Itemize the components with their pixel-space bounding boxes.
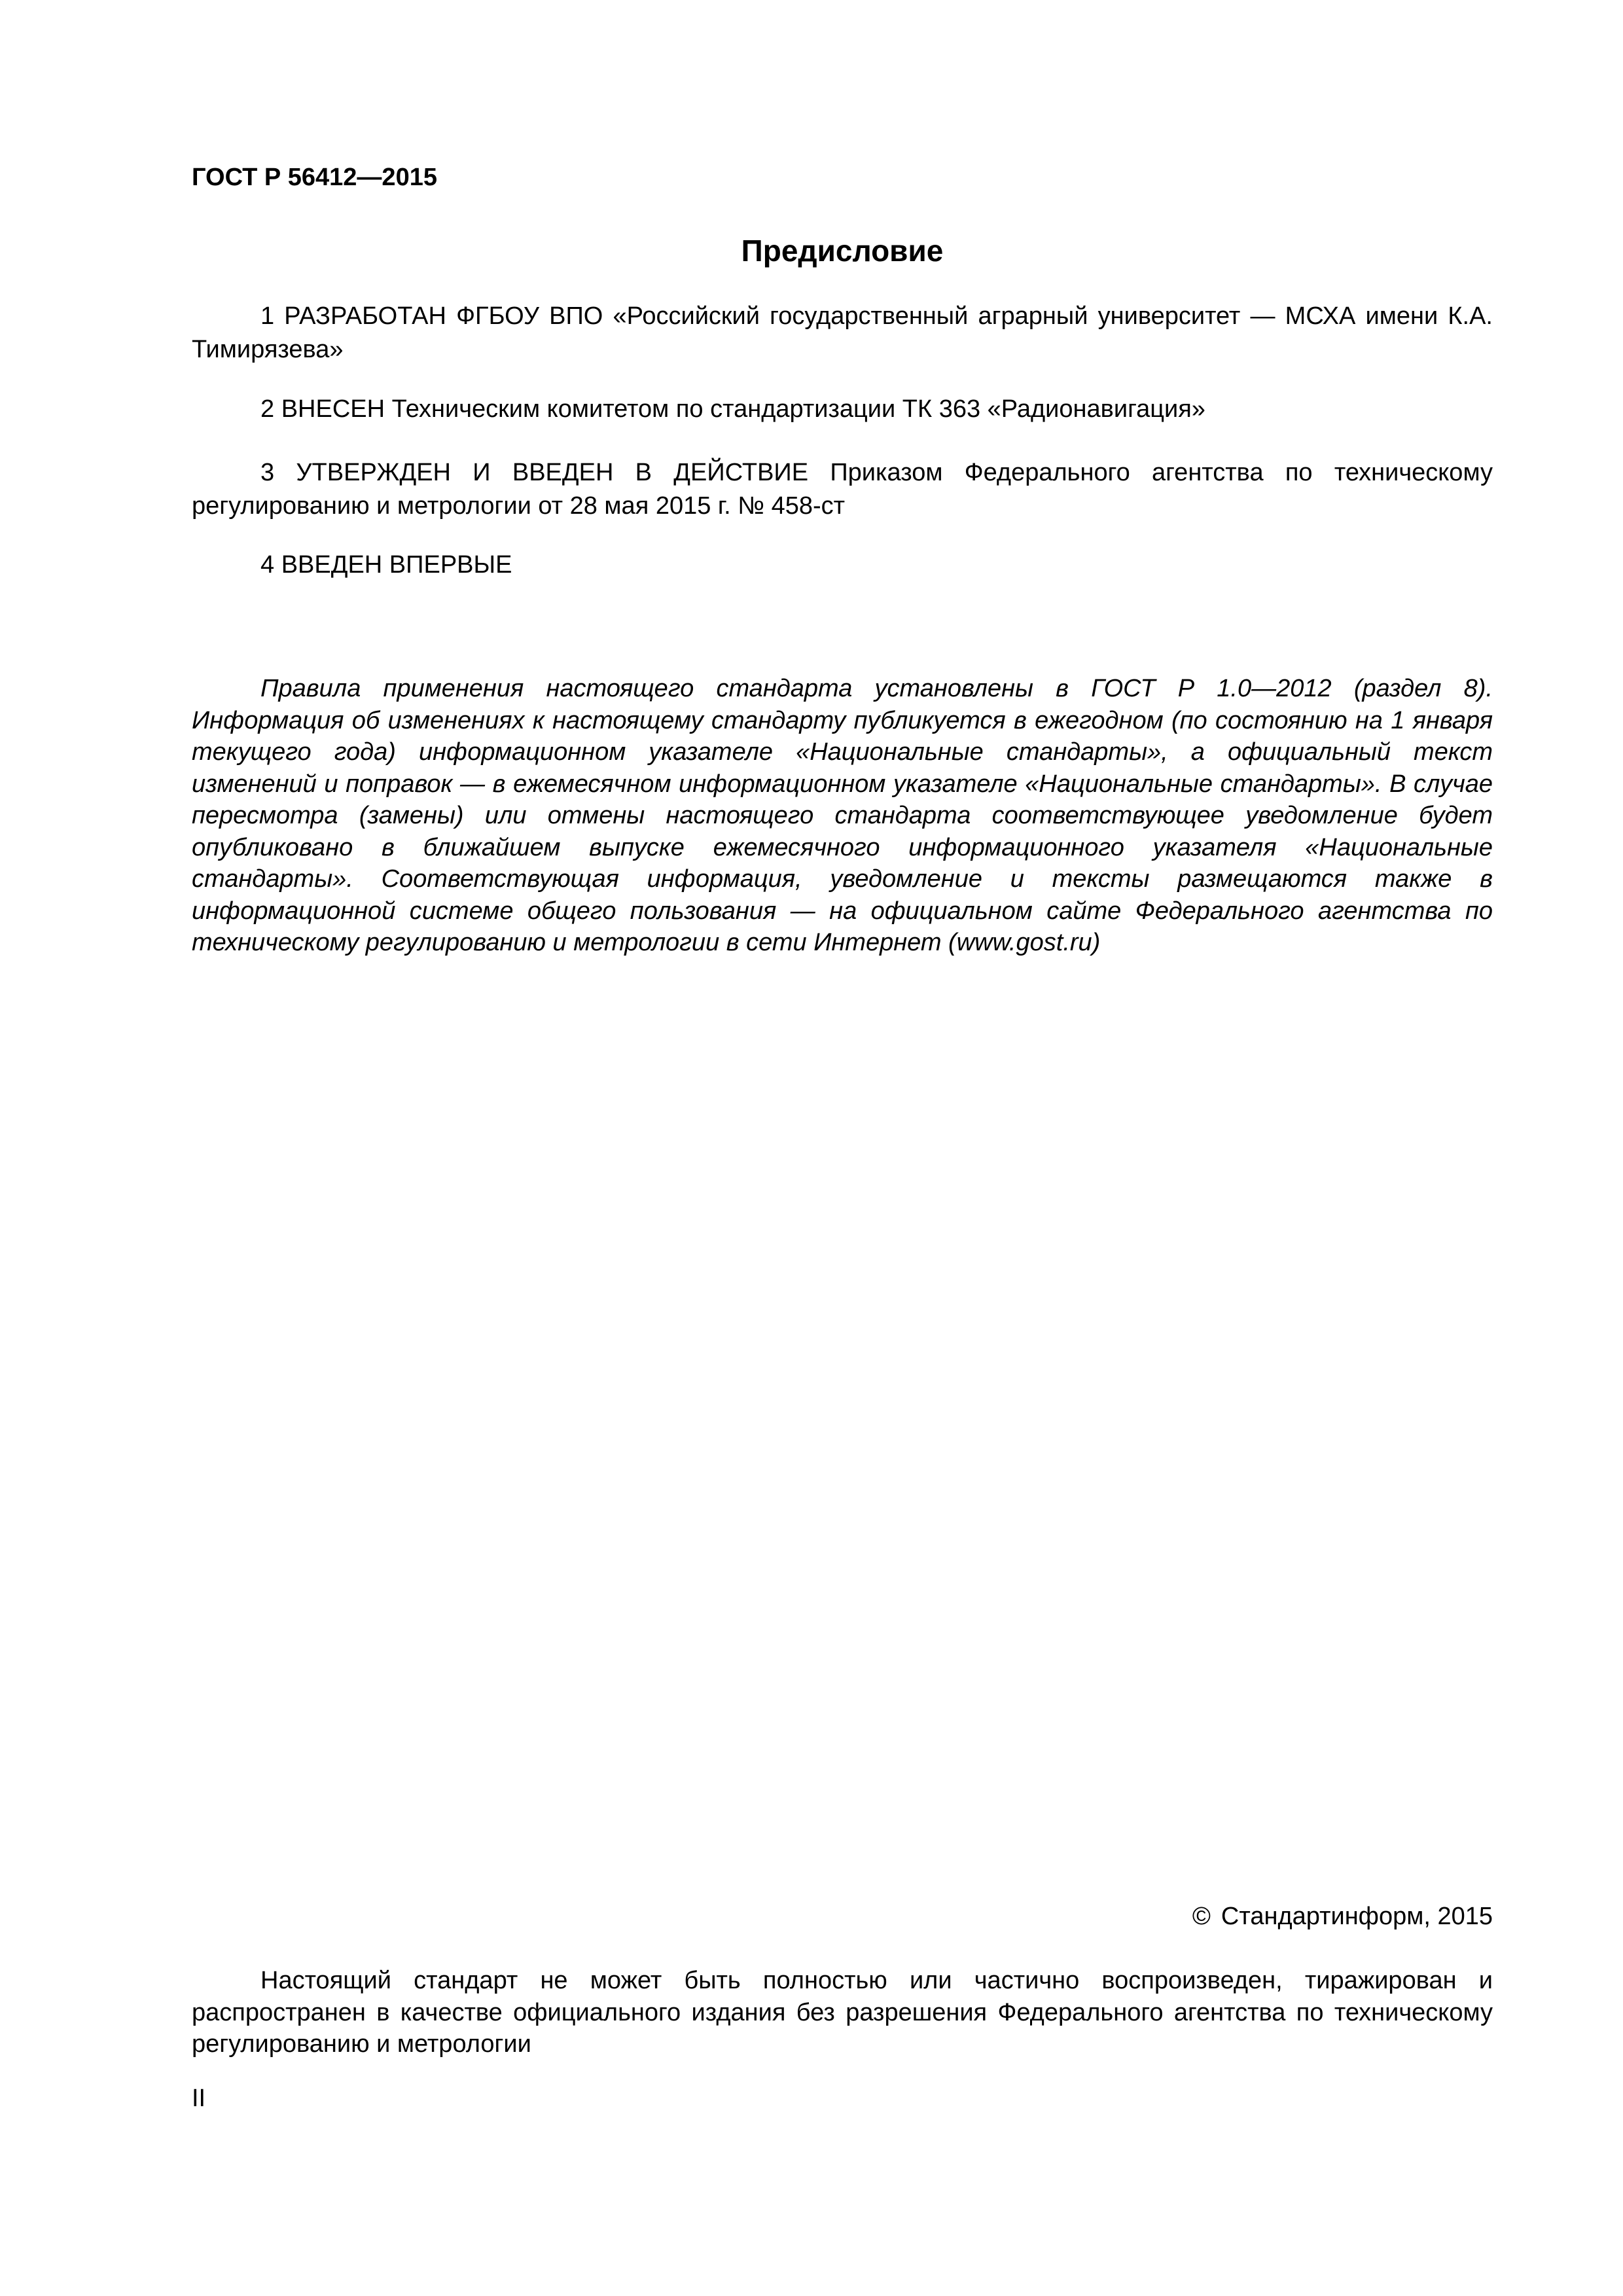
application-rules-notice: Правила применения настоящего стандарта установлены в ГОСТ Р 1.0—2012 (раздел 8). Информация об изменениях к настоящему стандарту публикуется в ежегодном (по состоянию на 1 января текущего года) информационном указателе «Национальные стандарты», а официальный текст изменений и поправок — в ежемесячном информационном указателе «Национальные стандарты». В случае пересмотра (замены) или отмены настоящего стандарта соответствующее уведомление будет опубликовано в ближайшем выпуске ежемесячного информационного указателя «Национальные стандарты». Соответствующая информация, уведомление и тексты размещаются также в информационной системе общего пользования — на официальном сайте Федерального агентства по техническому регулированию и метрологии в сети Интернет (www.gost.ru)	[192, 675, 1493, 956]
preface-item-3: 3 УТВЕРЖДЕН И ВВЕДЕН В ДЕЙСТВИЕ Приказом Федерального агентства по техническому регулированию и метрологии от 28 мая 2015 г. № 458-ст	[192, 459, 1493, 520]
copyright-line	[1192, 1901, 1493, 1932]
copyright-text: Стандартинформ, 2015	[1221, 1903, 1493, 1930]
page-number: II	[192, 2085, 206, 2112]
preface-item-2: 2 ВНЕСЕН Техническим комитетом по стандартизации ТК 363 «Радионавигация»	[260, 395, 1205, 423]
preface-item-4: 4 ВВЕДЕН ВПЕРВЫЕ	[260, 551, 512, 579]
reproduction-notice: Настоящий стандарт не может быть полностью или частично воспроизведен, тиражирован и распространен в качестве официального издания без разрешения Федерального агентства по техническому регулированию и метрологии	[192, 1967, 1493, 2058]
document-code: ГОСТ Р 56412—2015	[192, 164, 437, 191]
page-title: Предисловие	[741, 234, 944, 268]
preface-item-1: 1 РАЗРАБОТАН ФГБОУ ВПО «Российский государственный аграрный университет — МСХА имени К.А. Тимирязева»	[192, 302, 1493, 363]
copyright-icon: ©	[1192, 1903, 1211, 1930]
